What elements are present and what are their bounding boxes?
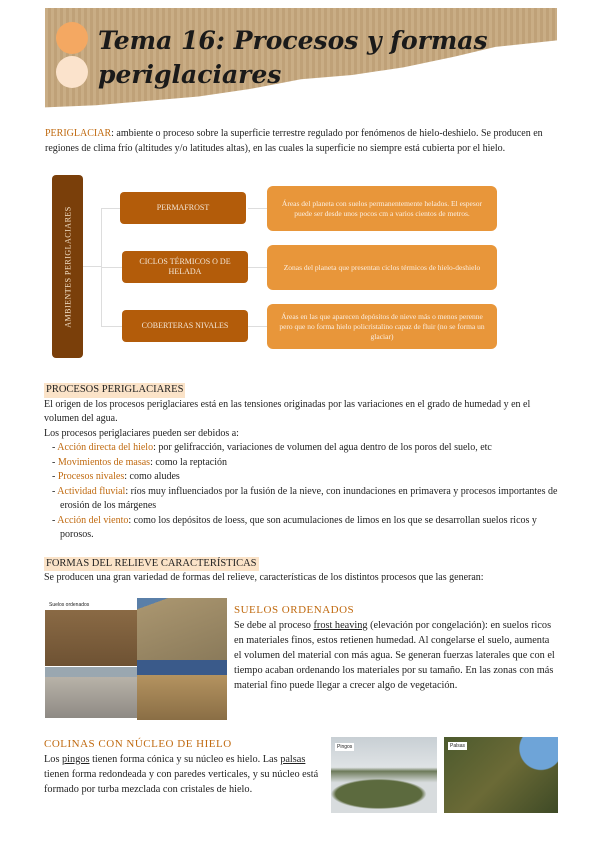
connector xyxy=(248,208,268,209)
section-heading: PROCESOS PERIGLACIARES xyxy=(44,383,185,398)
diagram-desc-coberteras: Áreas en las que aparecen depósitos de nieve más o menos perenne pero que no forma hielo policristalino capaz de fluir (no se forma un glaciar) xyxy=(267,304,497,349)
diagram-root: AMBIENTES PERIGLACIARES xyxy=(52,175,83,358)
diagram-desc-ciclos: Zonas del planeta que presentan ciclos térmicos de hielo-deshielo xyxy=(267,245,497,290)
connector xyxy=(248,326,268,327)
paragraph: Los procesos periglaciares pueden ser debidos a: xyxy=(44,427,239,439)
list-item: - Procesos nivales: como aludes xyxy=(52,471,180,482)
suelos-section xyxy=(234,603,558,693)
photo-pingos: Pingos xyxy=(331,737,437,813)
diagram-node-permafrost: PERMAFROST xyxy=(120,192,246,224)
list-item: - Acción directa del hielo: por gelifracción, variaciones de volumen del agua dentro de los poros del suelo, etc xyxy=(52,442,492,453)
paragraph: Los pingos tienen forma cónica y su núcleo es hielo. Las palsas tienen forma redondeada y con paredes verticales, y su núcleo está formado por turba mezclada con cristales de hielo. xyxy=(44,754,319,795)
section-heading: SUELOS ORDENADOS xyxy=(234,604,355,616)
list-item: - Movimientos de masas: como la reptación xyxy=(52,456,227,468)
section-heading: FORMAS DEL RELIEVE CARACTERÍSTICAS xyxy=(44,557,259,572)
photo-suelos-3 xyxy=(45,667,137,718)
diagram-node-coberteras: COBERTERAS NIVALES xyxy=(122,310,248,342)
paragraph: Se debe al proceso frost heaving (elevación por congelación): en suelos ricos en materiales finos, estos retienen humedad. Al congelarse el suelo, aumenta el volumen del material con más agua. Se generan fuerzas laterales que con el tiempo acaban ordenando los materiales por su tamaño. En las zonas con más material fino puede llegar a crecer algo de vegetación. xyxy=(234,620,555,691)
photo-suelos-2 xyxy=(137,598,227,660)
connector xyxy=(101,267,122,268)
colinas-section xyxy=(44,737,326,797)
photo-suelos-1: Suelos ordenados xyxy=(45,600,137,666)
connector xyxy=(83,266,101,267)
decor-circle xyxy=(56,56,88,88)
decor-circle xyxy=(56,22,88,54)
section-heading: COLINAS CON NÚCLEO DE HIELO xyxy=(44,738,232,750)
procesos-section xyxy=(44,383,558,586)
list-item: - Acción del viento: como los depósitos de loess, que son acumulaciones de limos en los que se desarrollan suelos ricos y porosos. xyxy=(52,514,537,540)
list-item: - Actividad fluvial: ríos muy influenciados por la fusión de la nieve, con inundaciones en primavera y procesos importantes de erosión de los márgenes xyxy=(52,485,558,511)
paragraph: Se producen una gran variedad de formas del relieve, características de los distintos procesos que las generan: xyxy=(44,572,484,583)
procesos-list xyxy=(44,441,558,543)
connector xyxy=(101,208,121,209)
connector xyxy=(101,326,122,327)
intro-text: : ambiente o proceso sobre la superficie terrestre regulado por fenómenos de hielo-deshielo. Se producen en regiones de clima frío (altitudes y/o latitudes altas), en las cuales la superficie no siempre está cubierta por el hielo. xyxy=(45,128,543,154)
connector xyxy=(248,267,268,268)
diagram-node-ciclos: CICLOS TÉRMICOS O DE HELADA xyxy=(122,251,248,283)
photo-suelos-4 xyxy=(137,660,227,720)
page-title: Tema 16: Procesos y formas periglaciares xyxy=(98,26,488,89)
intro-term: PERIGLACIAR xyxy=(45,128,112,139)
intro-paragraph xyxy=(45,127,557,156)
diagram-desc-permafrost: Áreas del planeta con suelos permanentemente helados. El espesor puede ser desde unos pocos cm a varios cientos de metros. xyxy=(267,186,497,231)
photo-palsas: Palsas xyxy=(444,737,558,813)
paragraph: El origen de los procesos periglaciares está en las tensiones originadas por las variaciones en el grado de humedad y en el volumen del agua. xyxy=(44,398,531,424)
